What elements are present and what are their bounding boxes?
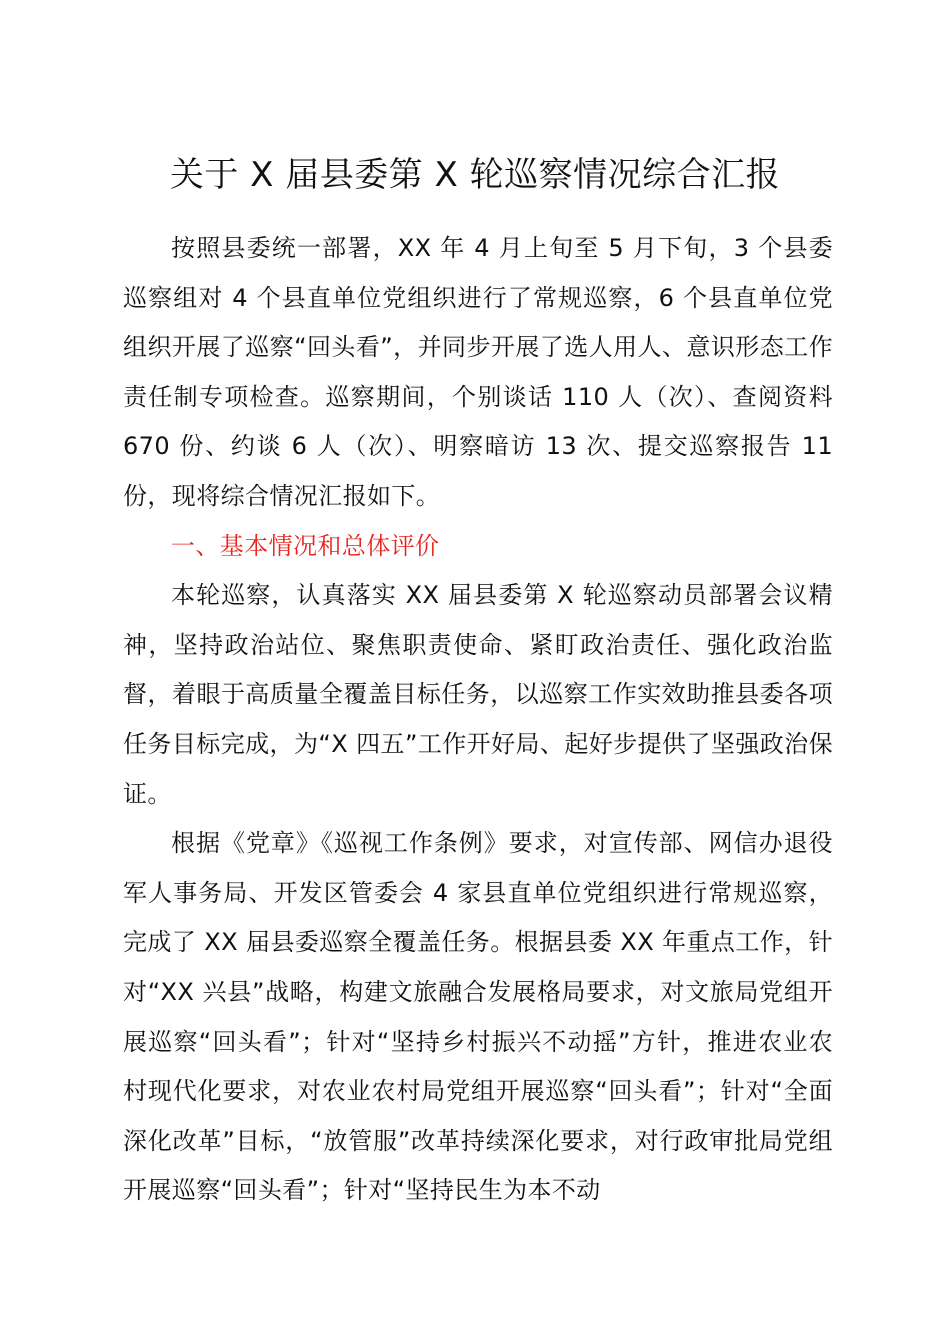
paragraph-scope: 根据《党章》《巡视工作条例》要求，对宣传部、网信办退役军人事务局、开发区管委会 4 家县直单位党组织进行常规巡察，完成了 XX 届县委巡察全覆盖任务。根据县委 XX 年重点工作，针对“XX 兴县”战略，构建文旅融合发展格局要求，对文旅局党组开展巡察“回头看”；针对“坚持乡村振兴不动摇”方针，推进农业农村现代化要求，对农业农村局党组开展巡察“回头看”；针对“全面深化改革”目标，“放管服”改革持续深化要求，对行政审批局党组开展巡察“回头看”；针对“坚持民生为本不动 — [123, 829, 833, 1205]
document-title: 关于 X 届县委第 X 轮巡察情况综合汇报 — [169, 155, 781, 195]
paragraph-overview: 本轮巡察，认真落实 XX 届县委第 X 轮巡察动员部署会议精神，坚持政治站位、聚焦职责使命、紧盯政治责任、强化政治监督，着眼于高质量全覆盖目标任务，以巡察工作实效助推县委各项任务目标完成，为“X 四五”工作开好局、起好步提供了坚强政治保证。 — [123, 581, 833, 808]
paragraph-intro: 按照县委统一部署，XX 年 4 月上旬至 5 月下旬，3 个县委巡察组对 4 个县直单位党组织进行了常规巡察，6 个县直单位党组织开展了巡察“回头看”，并同步开展了选人用人、意识形态工作责任制专项检查。巡察期间，个别谈话 110 人（次）、查阅资料 670 份、约谈 6 人（次）、明察暗访 13 次、提交巡察报告 11 份，现将综合情况汇报如下。 — [123, 234, 833, 510]
section-heading-1: 一、基本情况和总体评价 — [171, 531, 440, 560]
document-body — [123, 224, 833, 1216]
